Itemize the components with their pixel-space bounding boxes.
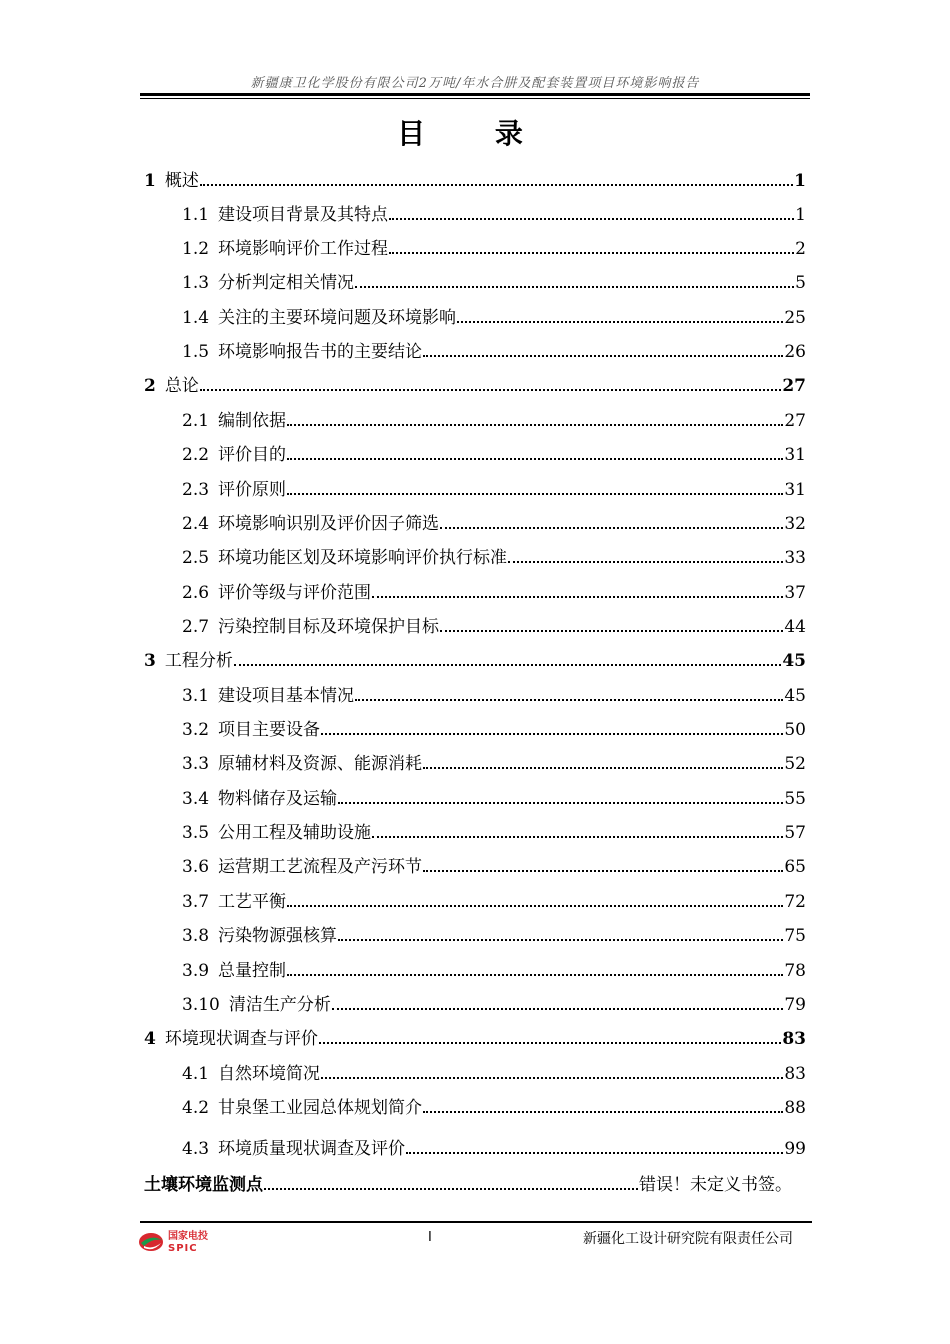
toc-entry[interactable] [182, 888, 806, 912]
toc-entry[interactable] [182, 338, 806, 362]
toc-entry-title: 环境功能区划及环境影响评价执行标准 [218, 548, 508, 568]
toc-entry-number: 3.7 [182, 892, 210, 912]
toc-entry-number: 1.2 [182, 239, 210, 259]
toc-entry-number: 2.6 [182, 583, 210, 603]
toc-entry-number: 4.2 [182, 1098, 210, 1118]
toc-dot-leader [332, 1007, 784, 1010]
toc-dot-leader [457, 320, 783, 323]
toc-dot-leader [287, 457, 783, 460]
toc-entry[interactable] [182, 750, 806, 774]
toc-dot-leader [200, 183, 793, 186]
toc-entry[interactable] [182, 579, 806, 603]
header-rule-thin [140, 98, 810, 99]
toc-dot-leader [200, 388, 781, 391]
toc-entry-title: 污染控制目标及环境保护目标 [218, 617, 440, 637]
toc-entry-title: 环境现状调查与评价 [164, 1029, 318, 1049]
toc-entry-title: 环境质量现状调查及评价 [218, 1139, 406, 1159]
toc-dot-leader [406, 1151, 783, 1154]
toc-entry-number: 2.5 [182, 548, 210, 568]
spic-logo [138, 1228, 238, 1254]
toc-entry-number: 2.2 [182, 445, 210, 465]
toc-entry[interactable] [144, 167, 806, 191]
toc-entry[interactable] [182, 269, 806, 293]
toc-entry-page: 72 [784, 892, 806, 912]
toc-entry-number: 2.7 [182, 617, 210, 637]
toc-entry-title: 编制依据 [218, 411, 287, 431]
toc-dot-leader [372, 595, 783, 598]
toc-entry-title: 土壤环境监测点 [144, 1175, 263, 1195]
toc-entry-number: 3.9 [182, 961, 210, 981]
toc-entry-number: 1.5 [182, 342, 210, 362]
toc-entry-title: 工艺平衡 [218, 892, 287, 912]
toc-dot-leader [423, 869, 783, 872]
toc-entry-page: 31 [784, 480, 806, 500]
toc-dot-leader [264, 1187, 638, 1190]
running-header: 新疆康卫化学股份有限公司2万吨/年水合肼及配套装置项目环境影响报告 [250, 76, 700, 91]
toc-entry-title: 总论 [164, 376, 199, 396]
toc-entry-title: 建设项目基本情况 [218, 686, 355, 706]
toc-dot-leader [440, 526, 783, 529]
toc-dot-leader [423, 1110, 783, 1113]
toc-entry-page: 27 [784, 411, 806, 431]
toc-entry[interactable] [182, 1094, 806, 1118]
toc-entry-page: 55 [784, 789, 806, 809]
toc-entry[interactable] [182, 544, 806, 568]
toc-dot-leader [355, 285, 794, 288]
toc-dot-leader [389, 251, 794, 254]
toc-entry-page: 1 [794, 171, 806, 191]
page-number: I [428, 1230, 432, 1245]
toc-entry-number: 3.10 [182, 995, 220, 1015]
toc-dot-leader [287, 973, 783, 976]
toc-entry-number: 2.3 [182, 480, 210, 500]
toc-entry[interactable] [182, 510, 806, 534]
toc-entry[interactable] [182, 819, 806, 843]
toc-entry-number: 3.2 [182, 720, 210, 740]
toc-entry-title: 概述 [164, 171, 199, 191]
toc-entry-page: 83 [782, 1029, 806, 1049]
toc-entry-number: 3.3 [182, 754, 210, 774]
toc-entry-title: 关注的主要环境问题及环境影响 [218, 308, 457, 328]
toc-entry[interactable] [182, 922, 806, 946]
toc-entry-number: 2.4 [182, 514, 210, 534]
toc-entry-page: 32 [784, 514, 806, 534]
toc-entry-title: 评价原则 [218, 480, 287, 500]
toc-entry-title: 运营期工艺流程及产污环节 [218, 857, 423, 877]
toc-entry-number: 3.4 [182, 789, 210, 809]
header-rule-thick [140, 93, 810, 96]
logo-en-text: SPIC [168, 1243, 198, 1254]
toc-entry-title: 自然环境简况 [218, 1064, 321, 1084]
toc-entry-number: 4.1 [182, 1064, 210, 1084]
toc-dot-leader [319, 1041, 781, 1044]
toc-entry[interactable] [144, 647, 806, 671]
toc-entry-number: 4.3 [182, 1139, 210, 1159]
toc-entry-page: 错误！未定义书签。 [639, 1175, 792, 1195]
toc-dot-leader [338, 801, 783, 804]
toc-entry[interactable] [182, 476, 806, 500]
toc-entry-title: 环境影响评价工作过程 [218, 239, 389, 259]
toc-entry[interactable] [182, 785, 806, 809]
toc-entry-page: 79 [784, 995, 806, 1015]
toc-entry[interactable] [182, 991, 806, 1015]
toc-entry[interactable] [182, 235, 806, 259]
toc-entry[interactable] [182, 682, 806, 706]
toc-entry-title: 评价等级与评价范围 [218, 583, 372, 603]
toc-entry-number: 2 [144, 376, 156, 396]
toc-dot-leader [338, 938, 783, 941]
toc-entry-title: 环境影响识别及评价因子筛选 [218, 514, 440, 534]
toc-entry-page: 5 [795, 273, 806, 293]
toc-entry-page: 26 [784, 342, 806, 362]
toc-entry-page: 25 [784, 308, 806, 328]
company-name: 新疆化工设计研究院有限责任公司 [583, 1231, 793, 1247]
toc-entry-title: 建设项目背景及其特点 [218, 205, 389, 225]
toc-entry-title: 甘泉堡工业园总体规划简介 [218, 1098, 423, 1118]
toc-entry-page: 65 [784, 857, 806, 877]
toc-entry-page: 45 [782, 651, 806, 671]
toc-entry-title: 原辅材料及资源、能源消耗 [218, 754, 423, 774]
toc-entry-page: 99 [784, 1139, 806, 1159]
toc-dot-leader [321, 1076, 783, 1079]
toc-entry-page: 31 [784, 445, 806, 465]
toc-entry[interactable] [182, 716, 806, 740]
toc-entry-page: 83 [784, 1064, 806, 1084]
toc-entry-number: 3.6 [182, 857, 210, 877]
toc-entry-page: 2 [795, 239, 806, 259]
toc-dot-leader [287, 492, 783, 495]
toc-entry[interactable] [182, 441, 806, 465]
toc-entry-page: 37 [784, 583, 806, 603]
toc-entry-page: 33 [784, 548, 806, 568]
toc-entry-number: 3 [144, 651, 156, 671]
toc-entry-page: 78 [784, 961, 806, 981]
toc-dot-leader [287, 904, 783, 907]
toc-dot-leader [423, 354, 783, 357]
toc-entry-number: 3.8 [182, 926, 210, 946]
logo-cn-text: 国家电投 [168, 1231, 208, 1242]
toc-entry-title: 分析判定相关情况 [218, 273, 355, 293]
toc-dot-leader [355, 698, 783, 701]
toc-entry[interactable] [144, 372, 806, 396]
toc-entry[interactable] [144, 1025, 806, 1049]
toc-entry-page: 75 [784, 926, 806, 946]
toc-entry[interactable] [182, 1135, 806, 1159]
page-title: 目 录 [397, 117, 553, 150]
toc-entry[interactable] [182, 407, 806, 431]
toc-entry-title: 评价目的 [218, 445, 287, 465]
toc-entry[interactable] [182, 613, 806, 637]
toc-entry-page: 44 [784, 617, 806, 637]
toc-entry[interactable] [182, 853, 806, 877]
toc-dot-leader [423, 766, 783, 769]
toc-entry-title: 工程分析 [164, 651, 233, 671]
toc-entry[interactable] [182, 304, 806, 328]
toc-entry-title: 污染物源强核算 [218, 926, 338, 946]
toc-entry[interactable] [182, 1060, 806, 1084]
toc-dot-leader [287, 423, 783, 426]
spic-logo-mark-icon [138, 1228, 238, 1254]
toc-entry-page: 1 [795, 205, 806, 225]
toc-dot-leader [389, 217, 794, 220]
toc-entry-title: 公用工程及辅助设施 [218, 823, 372, 843]
toc-dot-leader [234, 663, 781, 666]
toc-entry-page: 57 [784, 823, 806, 843]
toc-entry-title: 清洁生产分析 [228, 995, 331, 1015]
toc-entry-page: 88 [784, 1098, 806, 1118]
toc-entry-title: 项目主要设备 [218, 720, 321, 740]
toc-entry-page: 52 [784, 754, 806, 774]
toc-entry-number: 1.4 [182, 308, 210, 328]
toc-dot-leader [321, 732, 783, 735]
toc-entry-page: 45 [784, 686, 806, 706]
toc-entry[interactable] [182, 201, 806, 225]
toc-entry-page: 50 [784, 720, 806, 740]
toc-entry-number: 1 [144, 171, 156, 191]
footer-rule [140, 1221, 812, 1223]
toc-dot-leader [440, 629, 783, 632]
toc-dot-leader [508, 560, 783, 563]
toc-entry-number: 1.1 [182, 205, 210, 225]
toc-entry-number: 4 [144, 1029, 156, 1049]
toc-entry-number: 2.1 [182, 411, 210, 431]
toc-entry-page: 27 [782, 376, 806, 396]
toc-entry-number: 1.3 [182, 273, 210, 293]
toc-entry-title: 物料储存及运输 [218, 789, 338, 809]
toc-entry-title: 总量控制 [218, 961, 287, 981]
toc-entry[interactable] [144, 1171, 792, 1195]
toc-entry-number: 3.5 [182, 823, 210, 843]
toc-entry-number: 3.1 [182, 686, 210, 706]
toc-entry-title: 环境影响报告书的主要结论 [218, 342, 423, 362]
toc-entry[interactable] [182, 957, 806, 981]
toc-dot-leader [372, 835, 783, 838]
